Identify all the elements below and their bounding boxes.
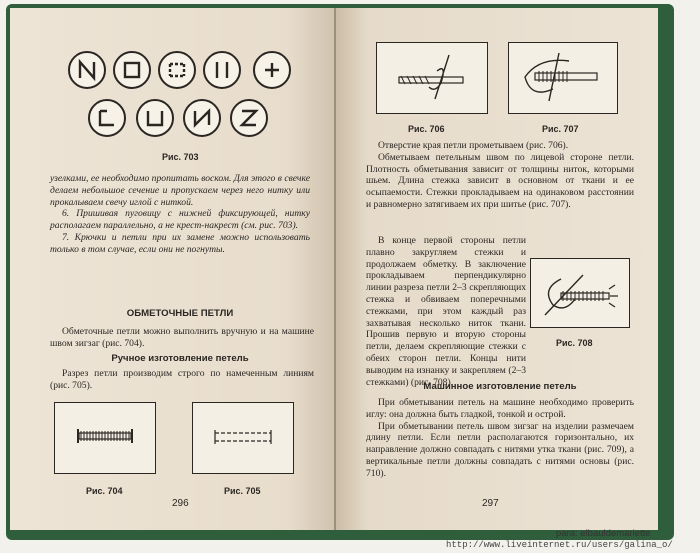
paragraph: 7. Крючки и петли при их замене можно использовать только в том случае, если они не погнуты.: [50, 231, 310, 255]
paragraph: Обметываем петельным швом по лицевой стороне петли. Плотность обметывания зависит от толщины ниток, которыми шьем. Длина стежка зависит в основном от ткани и ее осыпаемости. Стежки прокладываем на одинаковом расстоянии и равномерно затягиваем их при шитье (рис. 707).: [366, 151, 634, 210]
edge-overcasting-drawing: [377, 43, 487, 113]
figure-706: [376, 42, 488, 114]
heading-obmetochnye-petli: ОБМЕТОЧНЫЕ ПЕТЛИ: [126, 308, 234, 319]
figure-703-buttons: [65, 46, 305, 146]
figure-705-caption: Рис. 705: [224, 486, 261, 496]
credit-text: para: elbauldemariette: [556, 528, 651, 539]
paragraph: Разрез петли производим строго по намеченным линиям (рис. 705).: [50, 368, 314, 391]
buttonhole-stitch-needle-drawing: [509, 43, 617, 113]
right-text-main: [366, 140, 634, 211]
paragraph: При обметывании петель швом зигзаг на изделии размечаем длину петли. Если петли располагаются горизонтально, их направление должно совпадать с нитями утка ткани (рис. 709), а вертикальные петли должны совпадать с нитями основы (рис. 710).: [366, 420, 634, 479]
left-text-intro: [50, 173, 310, 256]
figure-705: [192, 402, 294, 474]
figure-704-caption: Рис. 704: [86, 486, 123, 496]
figure-706-caption: Рис. 706: [408, 124, 445, 134]
left-page: [10, 8, 336, 530]
heading-ruchnoe: Ручное изготовление петель: [111, 353, 249, 364]
figure-704: [54, 402, 156, 474]
figure-708: [530, 258, 630, 328]
buttonhole-marking-drawing: [193, 403, 293, 473]
paragraph: В конце первой стороны петли плавно закругляем стежки и продолжаем обметку. В заключение прокладываем перпендикулярно линии разреза петли 2–3 скрепляющих стежка и обвиваем поперечными стежками, при этом каждый раз захватывая несколько ниток ткани. Прошив первую и вторую стороны петли, делаем скрепляющие стежки с обеих сторон петли. Концы нити выводим на изнанку и закрепляем (2–3 стежками) (рис. 708).: [366, 235, 526, 388]
figure-707-caption: Рис. 707: [542, 124, 579, 134]
left-text-obmetochnye: [50, 326, 314, 350]
left-text-ruchnoe: [50, 368, 314, 392]
page-number-left: 296: [172, 498, 189, 509]
right-page: [336, 8, 658, 530]
right-text-continued: [366, 235, 526, 388]
figure-707: [508, 42, 618, 114]
paragraph: Отверстие края петли прометываем (рис. 706).: [378, 140, 569, 151]
paragraph: Обметочные петли можно выполнить вручную и на машине швом зигзаг (рис. 704).: [50, 326, 314, 349]
figure-703-caption: Рис. 703: [162, 152, 199, 162]
paragraph: узелками, ее необходимо пропитать воском. Для этого в свечке делаем небольшое сечение и пропускаем через него нитку или прокалываем свечу иглой с ниткой.: [50, 173, 310, 208]
paragraph: При обметывании петель на машине необходимо проверить иглу: она должна быть гладкой, тонкой и острой.: [366, 397, 634, 420]
right-text-mashinnoe: [366, 397, 634, 480]
paragraph: 6. Пришивая пуговицу с нижней фиксирующей, нитку располагаем параллельно, а не крест-накрест (см. рис. 703).: [50, 208, 310, 232]
page-number-right: 297: [482, 498, 499, 509]
figure-708-caption: Рис. 708: [556, 338, 593, 348]
finished-buttonhole-drawing: [531, 259, 629, 327]
heading-mashinnoe: Машинное изготовление петель: [423, 381, 577, 392]
buttonhole-stitch-drawing: [55, 403, 155, 473]
source-url: http://www.liveinternet.ru/users/galina_o/: [446, 540, 673, 550]
